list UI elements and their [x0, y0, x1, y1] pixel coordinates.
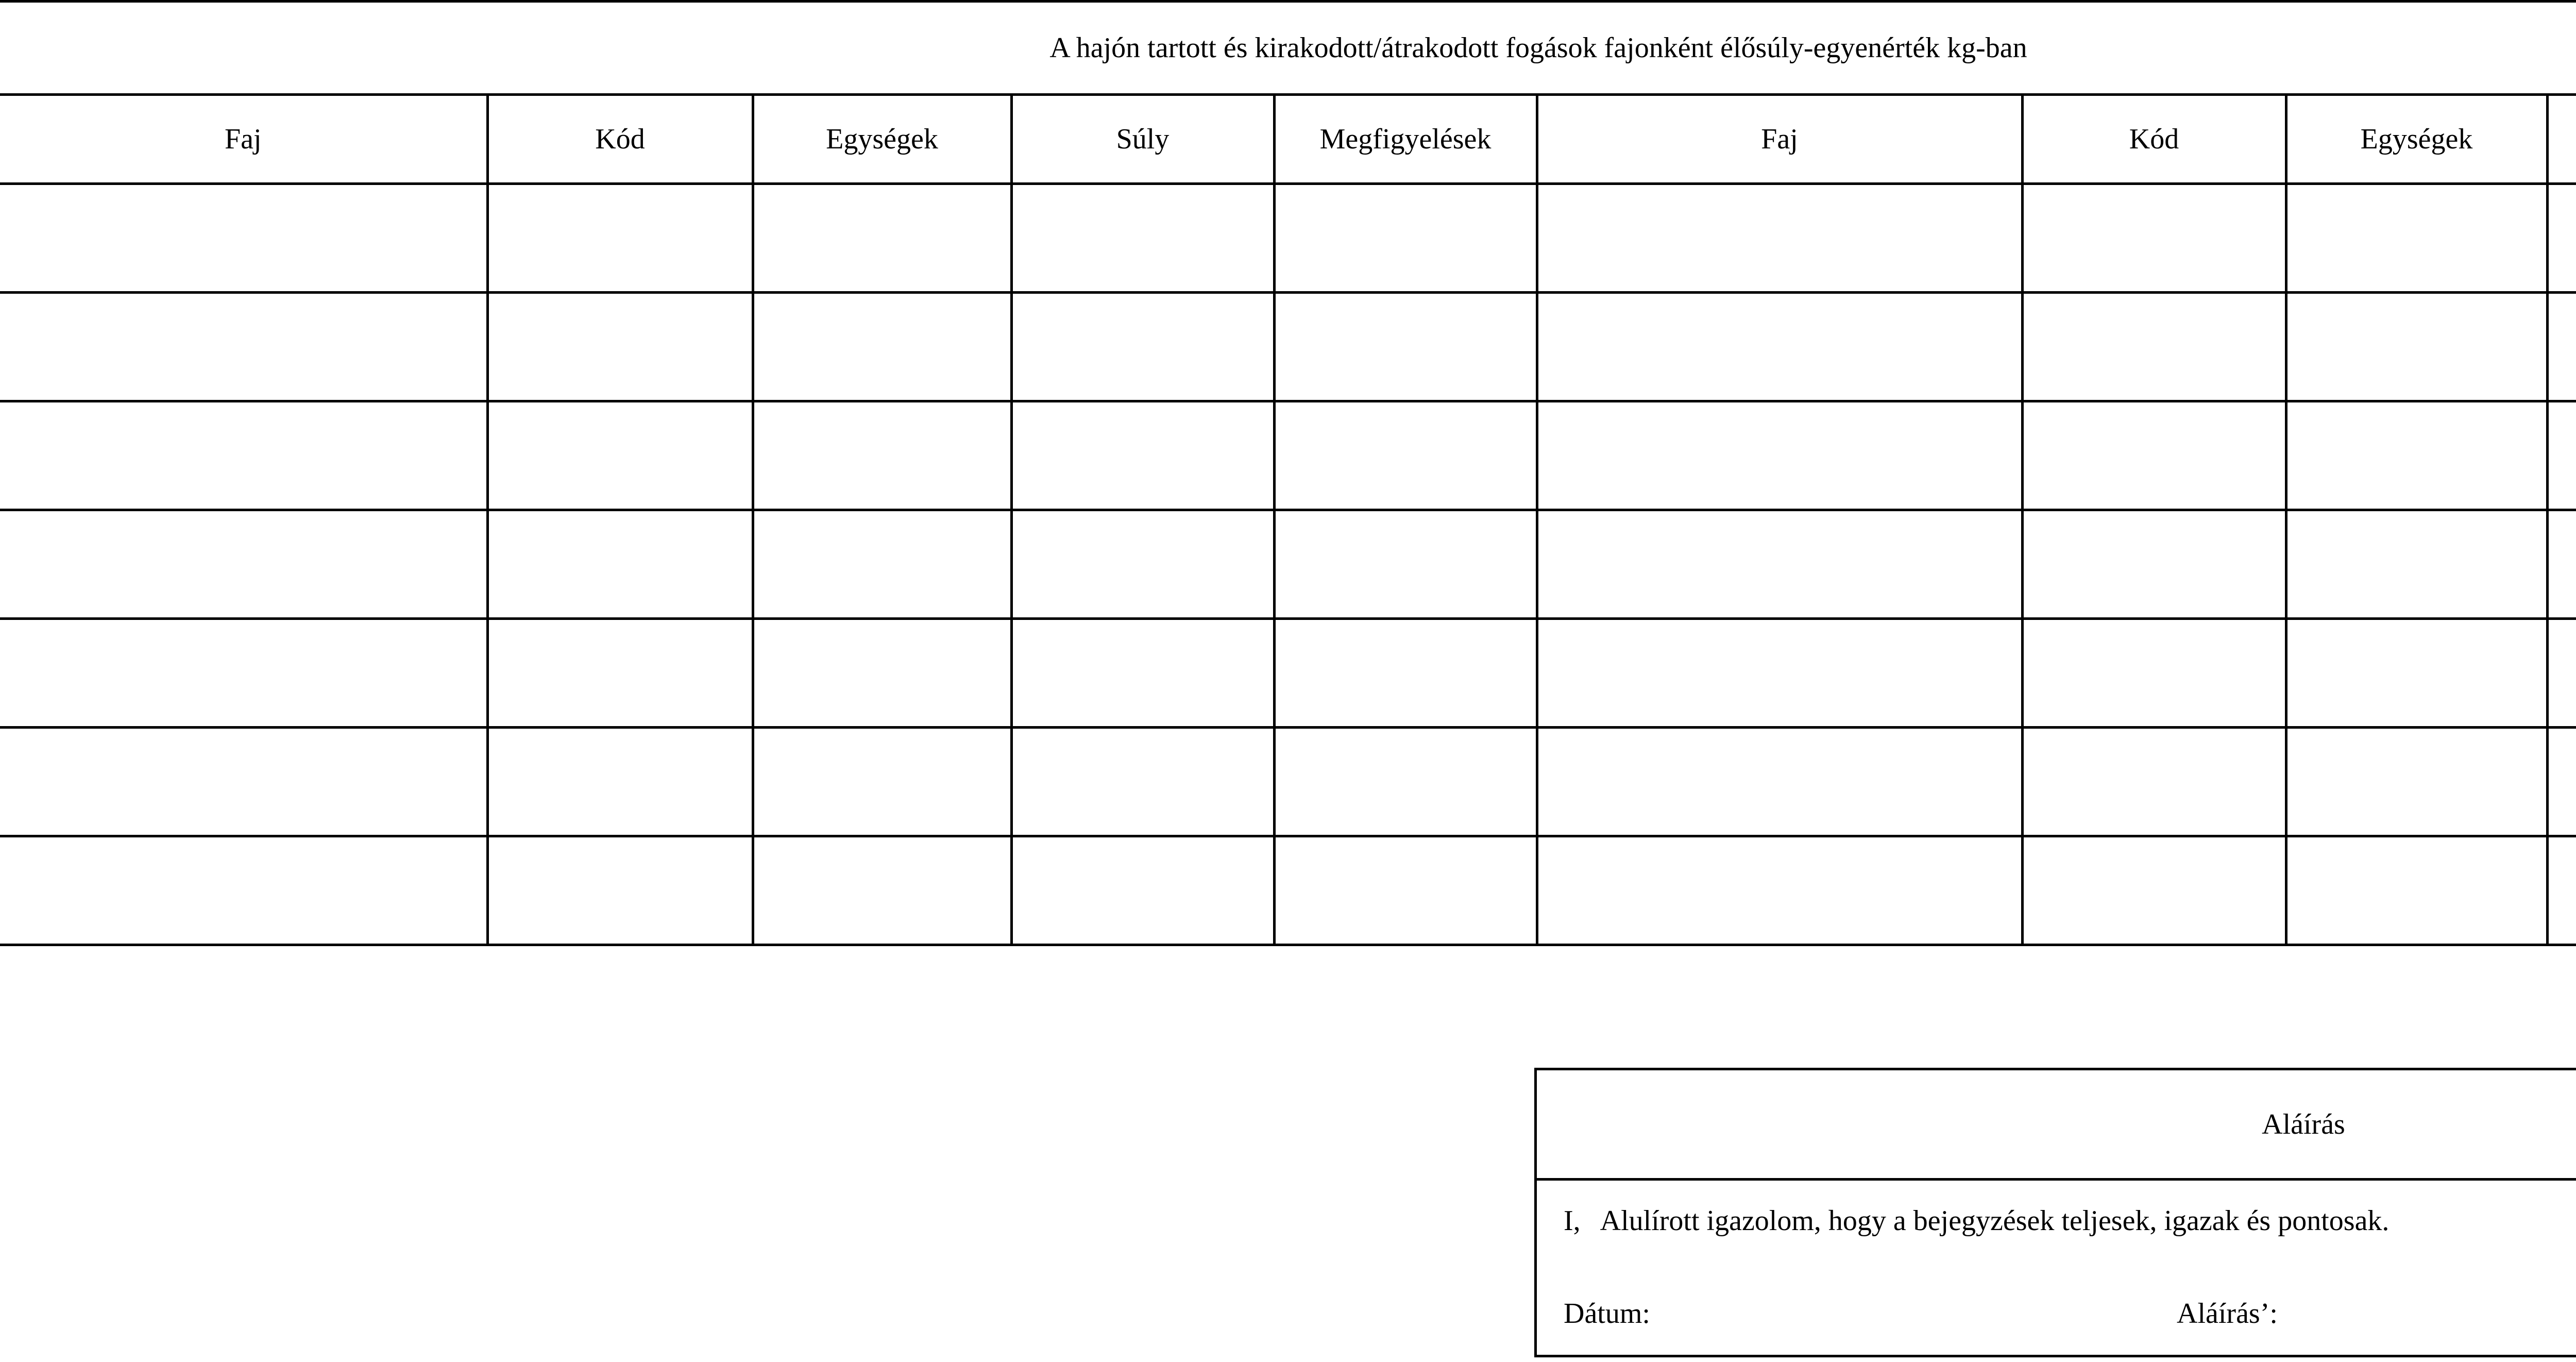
table-row [0, 619, 2576, 728]
table-cell[interactable] [0, 401, 487, 510]
table-row [0, 836, 2576, 945]
table-cell[interactable] [2547, 293, 2576, 401]
table-header-row [0, 95, 2576, 184]
table-cell[interactable] [0, 728, 487, 836]
table-cell[interactable] [0, 619, 487, 728]
table-row [0, 184, 2576, 293]
table-cell[interactable] [487, 619, 753, 728]
table-cell[interactable] [1274, 401, 1537, 510]
table-cell[interactable] [487, 836, 753, 945]
header-suly-2 [2547, 95, 2576, 184]
table-cell[interactable] [2547, 184, 2576, 293]
table-cell[interactable] [487, 728, 753, 836]
table-title-row [0, 2, 2576, 95]
table-cell[interactable] [1537, 510, 2022, 619]
table-cell[interactable] [1011, 728, 1274, 836]
date-field[interactable] [1564, 1297, 1650, 1330]
table-cell[interactable] [1011, 401, 1274, 510]
signature-box [1534, 1068, 2576, 1357]
table-row [0, 510, 2576, 619]
table-cell[interactable] [2286, 401, 2547, 510]
table-cell[interactable] [753, 619, 1011, 728]
table-title: A hajón tartott és kirakodott/átrakodott fogások fajonként élősúly-egyenérték kg-ban [0, 2, 2576, 95]
table-cell[interactable] [753, 401, 1011, 510]
table-cell[interactable] [2022, 184, 2286, 293]
table-cell[interactable] [2022, 836, 2286, 945]
table-cell[interactable] [2286, 293, 2547, 401]
table-cell[interactable] [2022, 619, 2286, 728]
signature-label-suffix: ’: [2260, 1298, 2278, 1330]
signature-label: Aláírás [2177, 1298, 2260, 1330]
certification-statement [1564, 1204, 2389, 1237]
table-cell[interactable] [2022, 728, 2286, 836]
table-cell[interactable] [753, 836, 1011, 945]
header-egysegek: Egységek [753, 95, 1011, 184]
table-cell[interactable] [2022, 293, 2286, 401]
table-row [0, 293, 2576, 401]
table-cell[interactable] [2547, 836, 2576, 945]
table-cell[interactable] [0, 510, 487, 619]
table-cell[interactable] [2286, 836, 2547, 945]
table-cell[interactable] [753, 293, 1011, 401]
signature-field[interactable] [2177, 1297, 2278, 1330]
table-cell[interactable] [1274, 510, 1537, 619]
table-cell[interactable] [1011, 184, 1274, 293]
header-faj: Faj [0, 95, 487, 184]
header-kod: Kód [487, 95, 753, 184]
table-cell[interactable] [1537, 619, 2022, 728]
table-cell[interactable] [753, 184, 1011, 293]
table-cell[interactable] [1011, 619, 1274, 728]
certification-number: I, [1564, 1205, 1581, 1237]
table-cell[interactable] [0, 293, 487, 401]
date-label: Dátum: [1564, 1298, 1650, 1330]
table-cell[interactable] [487, 401, 753, 510]
table-cell[interactable] [753, 510, 1011, 619]
table-cell[interactable] [1537, 293, 2022, 401]
table-cell[interactable] [2286, 184, 2547, 293]
table-cell[interactable] [487, 184, 753, 293]
table-cell[interactable] [2547, 401, 2576, 510]
table-cell[interactable] [1274, 728, 1537, 836]
header-kod-2: Kód [2022, 95, 2286, 184]
table-cell[interactable] [2547, 619, 2576, 728]
table-cell[interactable] [1274, 836, 1537, 945]
table-cell[interactable] [1274, 293, 1537, 401]
signature-title: Aláírás [1537, 1070, 2576, 1181]
table-cell[interactable] [1011, 510, 1274, 619]
header-megfigyelesek: Megfigyelések [1274, 95, 1537, 184]
table-cell[interactable] [0, 184, 487, 293]
table-cell[interactable] [487, 293, 753, 401]
table-cell[interactable] [2022, 401, 2286, 510]
table-cell[interactable] [1011, 293, 1274, 401]
table-cell[interactable] [2286, 619, 2547, 728]
table-cell[interactable] [1274, 619, 1537, 728]
table-cell[interactable] [2547, 728, 2576, 836]
table-cell[interactable] [1537, 401, 2022, 510]
table-cell[interactable] [2022, 510, 2286, 619]
table-cell[interactable] [0, 836, 487, 945]
table-cell[interactable] [1537, 836, 2022, 945]
header-egysegek-2: Egységek [2286, 95, 2547, 184]
header-faj-2: Faj [1537, 95, 2022, 184]
table-cell[interactable] [2286, 510, 2547, 619]
table-cell[interactable] [487, 510, 753, 619]
table-cell[interactable] [2547, 510, 2576, 619]
table-cell[interactable] [1537, 728, 2022, 836]
table-cell[interactable] [1011, 836, 1274, 945]
table-row [0, 401, 2576, 510]
certification-text: Alulírott igazolom, hogy a bejegyzések teljesek, igazak és pontosak. [1600, 1205, 2389, 1237]
header-suly: Súly [1011, 95, 1274, 184]
table-cell[interactable] [1274, 184, 1537, 293]
table-row [0, 728, 2576, 836]
table-cell[interactable] [1537, 184, 2022, 293]
table-cell[interactable] [2286, 728, 2547, 836]
table-cell[interactable] [753, 728, 1011, 836]
